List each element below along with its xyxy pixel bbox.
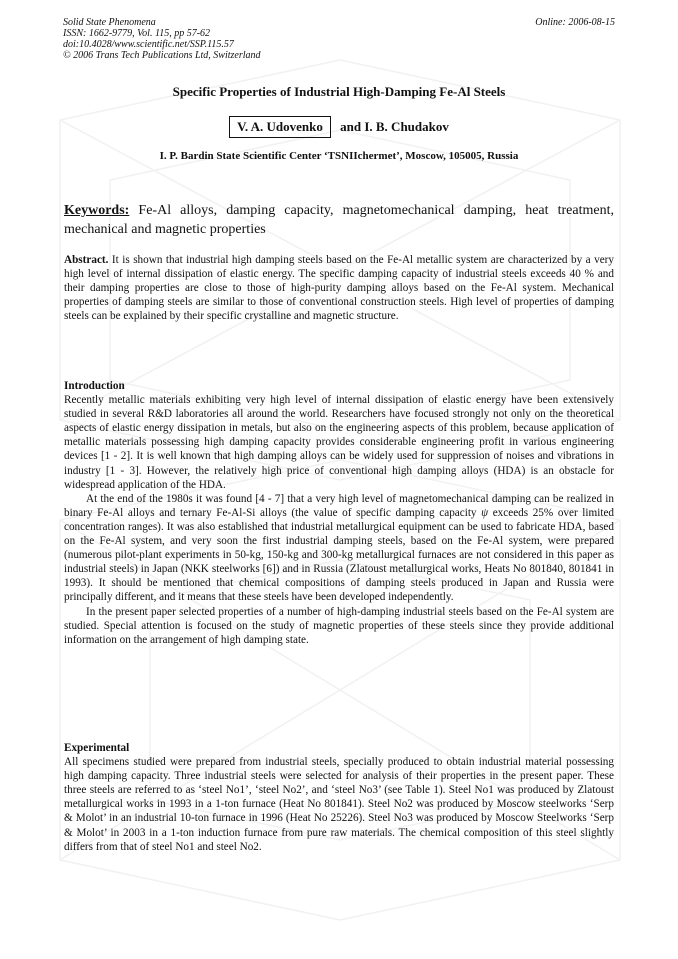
experimental-paragraph-1: All specimens studied were prepared from industrial steels, specially produced to obtain industrial material possessing high damping capacity. Three industrial steels were selected for analysis of their properties in the present paper. These three steels are referred to as ‘steel No1’, ‘steel No2’, and ‘steel No3’ (see Table 1). Steel No1 was produced by Zlatoust metallurgical works in 1993 in a 1-ton furnace (Heat No 801841). Steel No2 was produced by Moscow steelworks ‘Serp & Molot’ in an industrial 10-ton furnace in 1996 (Heat No 25226). Steel No3 was produced by Moscow Steelworks ‘Serp & Molot’ in 2003 in a 1-ton induction furnace from pure raw materials. The chemical composition of this steel slightly differs from that of steel No1 and steel No2. (64, 756, 614, 853)
paper-title: Specific Properties of Industrial High-Damping Fe-Al Steels (172, 84, 506, 99)
introduction-paragraph-2b: exceeds 25% over limited concentration ranges). It was also established that industrial metallurgical equipment can be used to fabricate HDA, based on the Fe-Al system, and very soon the first industrial damping steels, based on the Fe-Al system, were prepared (numerous pilot-plant experiments in 50-kg, 150-kg and 300-kg metallurgical furnaces are not considered in this paper as industrial steels) in Japan (NKK steelworks [6]) and in Russia (Zlatoust metallurgical works, Heats No 801840, 801841 in 1993). It should be mentioned that chemical compositions of damping steels produced in Japan and Russia were principally different, and it means that these steels have been developed independently. (64, 506, 614, 604)
experimental-section (64, 741, 614, 854)
introduction-heading: Introduction (64, 380, 125, 392)
keywords-label: Keywords: (64, 203, 130, 218)
keywords-text: Fe-Al alloys, damping capacity, magnetomechanical damping, heat treatment, mechanical and magnetic properties (64, 203, 614, 237)
introduction-paragraph-3: In the present paper selected properties of a number of high-damping industrial steels based on the Fe-Al system are studied. Special attention is focused on the study of magnetic properties of these steels since they provide additional information on the arrangement of high damping state. (64, 605, 614, 646)
journal-name: Solid State Phenomena (63, 17, 156, 28)
journal-doi: doi:10.4028/www.scientific.net/SSP.115.57 (63, 39, 234, 50)
abstract-block (64, 253, 614, 323)
author-second: I. B. Chudakov (364, 119, 449, 134)
psi-symbol: ψ (481, 506, 489, 519)
experimental-heading: Experimental (64, 742, 130, 754)
journal-copyright: © 2006 Trans Tech Publications Ltd, Switzerland (63, 50, 261, 61)
introduction-paragraph-2a: At the end of the 1980s it was found [4 - 7] that a very high level of magnetomechanical damping can be realized in binary Fe-Al alloys and ternary Fe-Al-Si alloys (the value of specific damping capacity (64, 492, 614, 519)
online-date: Online: 2006-08-15 (535, 17, 615, 28)
abstract-text: It is shown that industrial high damping steels based on the Fe-Al metallic system are characterized by a very high level of internal dissipation of elastic energy. The specific damping capacity of industrial steels exceeds 40 % and their damping properties are close to those of high-purity damping alloys based on the Fe-Al system. Mechanical properties of damping steels are similar to those of conventional construction steels. High level of properties of damping steels can be explained by their specific crystalline and magnetic structure. (64, 254, 614, 323)
author-line (0, 116, 678, 138)
author-joiner: and (340, 119, 362, 134)
author-first: V. A. Udovenko (229, 116, 331, 138)
journal-issn: ISSN: 1662-9779, Vol. 115, pp 57-62 (63, 28, 211, 39)
keywords-block (64, 201, 614, 239)
introduction-paragraph-1: Recently metallic materials exhibiting very high level of internal dissipation of elastic energy have been extensively studied in several R&D laboratories all around the world. Researchers have focused strongly not only on the theoretical aspects of elastic energy dissipation in metals, but also on the engineering aspects of this problem, because application of metallic materials possessing high damping capacity provides considerable engineering profit in various engineering devices [1 - 2]. It is well known that high damping alloys can be widely used for suppression of noises and vibrations in industry [1 - 3]. However, the relatively high price of conventional high damping alloys (HDA) is an obstacle for widespread application of the HDA. (64, 394, 614, 491)
introduction-section (64, 379, 614, 647)
affiliation: I. P. Bardin State Scientific Center ‘TSNIIchermet’, Moscow, 105005, Russia (159, 150, 519, 162)
introduction-paragraph-2 (64, 492, 614, 605)
abstract-label: Abstract. (64, 254, 109, 266)
journal-header (63, 17, 261, 61)
